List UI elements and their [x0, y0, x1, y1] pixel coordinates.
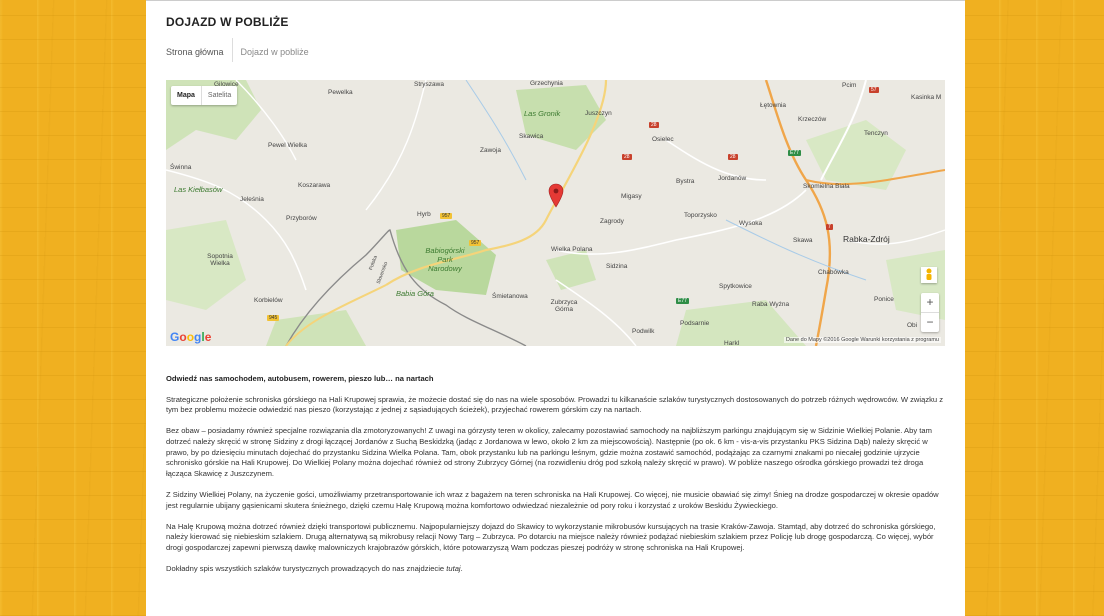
map-label: Migasy — [621, 193, 642, 200]
page-title: DOJAZD W POBLIŻE — [166, 15, 289, 29]
map-label: Kasinka M — [911, 94, 942, 101]
road-shield: E77 — [678, 298, 687, 304]
map-label: Bystra — [676, 178, 695, 185]
article-paragraph: Na Halę Krupową można dotrzeć również dzięki transportowi publicznemu. Najpopularniejszy dojazd do Skawicy to wykorzystanie mikrobusów kursujących na trasie Kraków-Zawoja. Stamtąd, aby dotrzeć do schroniska górskiego, należy kierować się niebieskim szlakiem. Drugą alternatywą są mikrobusy relacji Nowy Targ – Zubrzyca. Po dotarciu na miejsce należy również podążać niebieskim szlakiem przez Policję lub drogę gospodarczą. Co więcej, wybór drogi gospodarczej zapewni pierwszą dawkę malowniczych krajobrazów górskich, które potowarzyszą Wam podczas pieszej podróży w stronę schroniska na Hali Krupowej. — [166, 521, 936, 552]
zoom-out-button[interactable]: − — [926, 315, 934, 329]
google-logo: Google — [170, 330, 212, 344]
map-label: Tenczyn — [864, 130, 888, 137]
road-shield: 945 — [269, 315, 278, 321]
map-label: Pcim — [842, 82, 857, 89]
map-label: Babia Góra — [396, 289, 434, 298]
map-label: Juszczyn — [585, 110, 612, 117]
road-shield: 7 — [828, 224, 831, 230]
map-label: Zagrody — [600, 218, 624, 225]
zoom-in-button[interactable]: + — [921, 293, 939, 313]
map-label: Zubrzyca Górna — [550, 299, 578, 313]
article-paragraph — [166, 564, 945, 575]
map-label: Babiogórski Park Narodowy — [425, 246, 465, 273]
content-panel — [146, 0, 965, 616]
map-label: Raba Wyżna — [752, 301, 790, 308]
road-shield: 28 — [730, 154, 736, 160]
article-heading: Odwiedź nas samochodem, autobusem, rowerem, pieszo lub… na nartach — [166, 374, 434, 383]
map-label: Gilowice — [214, 81, 239, 88]
map-label: Harkl — [724, 340, 740, 346]
trails-text: Dokładny spis wszystkich szlaków turystycznych prowadzących do nas znajdziecie — [166, 564, 447, 574]
map-label: Śmietanowa — [492, 293, 528, 300]
map-label: Grzechynia — [530, 80, 563, 87]
map-label: Rabka-Zdrój — [843, 234, 890, 244]
map-label: Wielka Polana — [551, 246, 593, 253]
map-label: Świnna — [170, 164, 192, 171]
map-view[interactable] — [166, 80, 945, 346]
map-label: Pewelka — [328, 89, 353, 96]
map-label: Pewel Wielka — [268, 142, 308, 149]
map-label: Skomielna Biała — [803, 183, 850, 190]
map-label: Krzeczów — [798, 116, 827, 123]
map-label: Podwilk — [632, 328, 655, 335]
map-label: Skawica — [519, 133, 544, 140]
zoom-control — [921, 293, 939, 332]
trails-link[interactable]: tutaj — [446, 564, 461, 574]
road-shield: 28 — [624, 154, 630, 160]
map-label: Skawa — [793, 237, 813, 244]
road-shield: E77 — [790, 150, 799, 156]
map-label: Przyborów — [286, 215, 317, 222]
breadcrumb — [166, 40, 309, 64]
map-label: Podsarnie — [680, 320, 710, 327]
location-marker-icon[interactable] — [549, 184, 563, 207]
map-label: Sidzina — [606, 263, 628, 270]
article — [166, 374, 945, 585]
article-paragraph: Bez obaw – posiadamy również specjalne rozwiązania dla zmotoryzowanych! Z uwagi na górzysty teren w okolicy, zalecamy pozostawiać samochody na najbliższym parkingu znajdującym się w Sidzinie Wielkiej Polanie. Aby tam dotrzeć należy skręcić w stronę Sidziny z drogi łączącej Jordanów z Suchą Beskidzką (jadąc z Jordanowa w lewo, około 2 km za miejscowością). Następnie (po ok. 6 km - vis-a-vis przystanku PKS Sidzina Dąb) należy skręcić w prawo, by po dziesięciu minutach dojechać do przystanku Sidzina Wielka Polana. Tam, obok przystanku lub na parkingu leśnym, gdzie można zostawić samochód, podążając za czarnymi znakami po niecałej godzinie ujrzycie schronisko górskie na Hali Krupowej. Do Wielkiej Polany można dojechać również od strony Zubrzycy Górnej (na rozwidleniu dróg pod szkołą należy skręcić w prawo). W pobliże naszego ośrodka górskiego prowadzi też droga łącząca Skawicę z Juszczynem. — [166, 426, 932, 478]
map-copyright: Dane do Mapy ©2016 Google Warunki korzystania z programu — [785, 337, 939, 343]
article-paragraph: Strategiczne położenie schroniska górskiego na Hali Krupowej sprawia, że możecie dostać się do nas na wiele sposobów. Prowadzi tu kilkanaście szlaków turystycznych dostosowanych do potrzeb różnych wędrowców. W związku z tym bez problemu możecie odwiedzić nas pieszo (korzystając z jednej z sąsiadujących ścieżek), przyjechać rowerem górskim czy na nartach. — [166, 394, 944, 415]
map-label: Zawoja — [480, 147, 501, 154]
map-label: Koszarawa — [298, 182, 331, 189]
map-type-satellite-button[interactable]: Satelita — [201, 86, 237, 105]
map-label: Las Gronik — [524, 109, 561, 118]
map-label: Obi — [907, 322, 918, 329]
map-label: Hyrb — [417, 211, 431, 218]
map-label: Ponice — [874, 296, 894, 303]
road-shield: 957 — [471, 240, 480, 246]
map-label: Łętownia — [760, 102, 787, 109]
road-shield: 28 — [651, 122, 657, 128]
map-label: Wysoka — [739, 220, 763, 227]
map-label: Korbielów — [254, 297, 283, 304]
map-label: Sopotnia Wielka — [207, 253, 233, 267]
map-label: Stryszawa — [414, 81, 444, 88]
map-label: Jordanów — [718, 175, 747, 182]
breadcrumb-home-link[interactable]: Strona główna — [166, 47, 224, 57]
map-label: Spytkowice — [719, 283, 752, 290]
trails-period: . — [460, 564, 463, 574]
map-label: Jeleśnia — [240, 196, 264, 203]
map-label: Las Kiełbasów — [174, 185, 223, 194]
map-type-map-button[interactable]: Mapa — [177, 92, 195, 99]
road-shield: 57 — [871, 87, 877, 93]
street-view-pegman-icon[interactable] — [921, 267, 937, 283]
article-paragraph: Z Sidziny Wielkiej Polany, na życzenie gości, umożliwiamy przetransportowanie ich wraz z bagażem na teren schroniska na Hali Krupowej. Co więcej, nie musicie obawiać się zimy! Śnieg na drodze gospodarczej w okresie opadów jest regularnie ubijany gąsienicami skutera śnieżnego, dzięki czemu Halę Krupową można komfortowo odwiedzać niezależnie od pory roku i korzystać z uroków Beskidu Żywieckiego. — [166, 489, 939, 510]
breadcrumb-current: Dojazd w pobliże — [240, 47, 309, 57]
map-label: Toporzysko — [684, 212, 717, 219]
map-label: Chabówka — [818, 269, 849, 276]
map-label: Slovensko — [375, 261, 390, 285]
map-label: Polska — [368, 254, 379, 272]
breadcrumb-divider — [232, 38, 233, 62]
map-type-control — [171, 86, 237, 105]
map-label: Osielec — [652, 136, 674, 143]
road-shield: 957 — [442, 213, 451, 219]
